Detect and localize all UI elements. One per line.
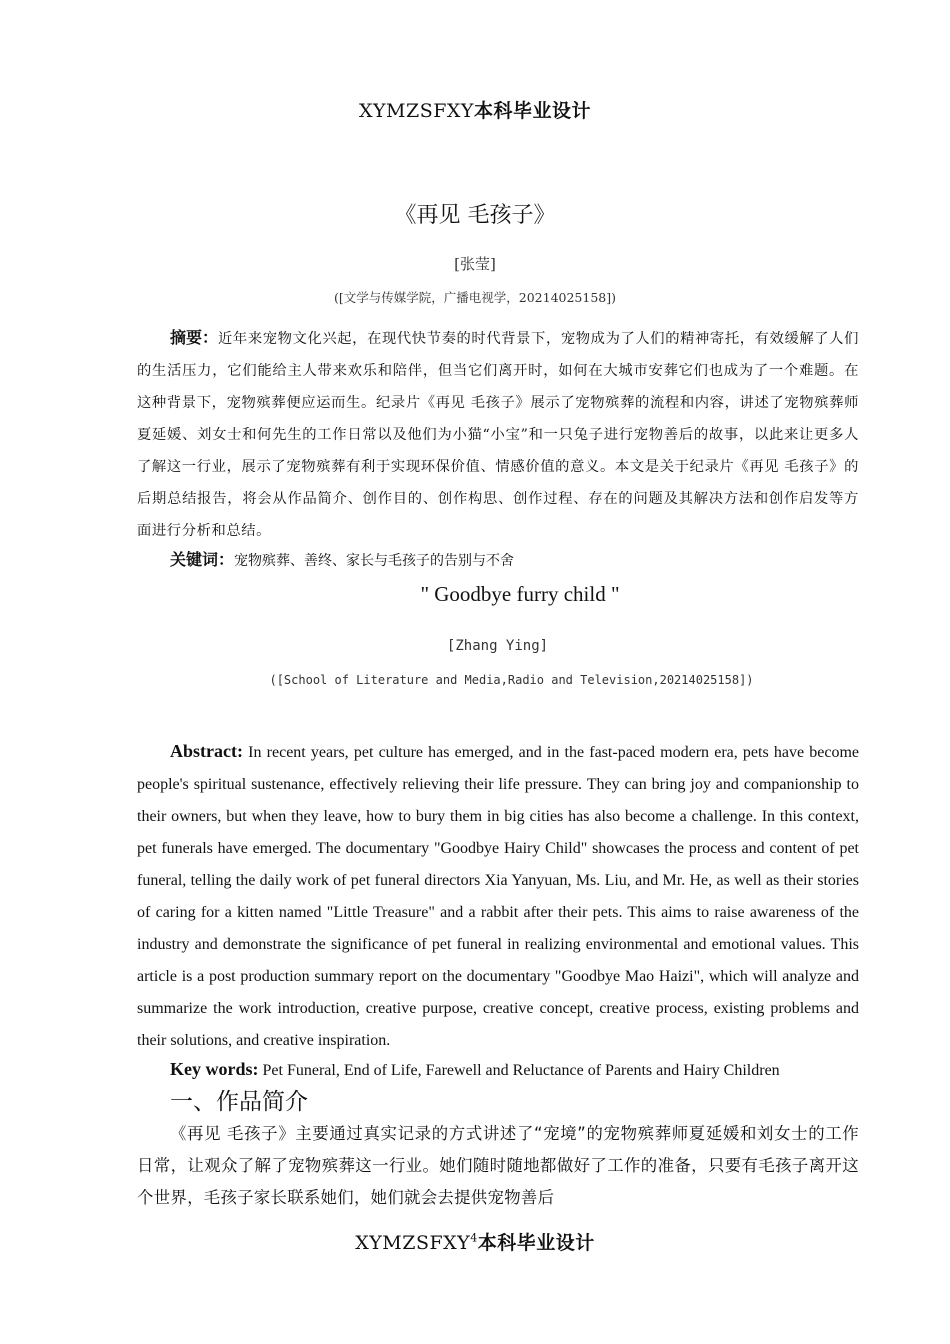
affiliation-chinese: ([文学与传媒学院，广播电视学，20214025158]) [334,290,616,305]
author-english: [Zhang Ying] [446,638,549,654]
keywords-chinese-label: 关键词： [170,550,235,569]
footer-code: XYMZSFXY [355,1232,471,1254]
abstract-english [137,735,859,1057]
title-chinese: 《再见 毛孩子》 [394,203,556,228]
page-number: 4 [470,1231,478,1245]
keywords-chinese-text: 宠物殡葬、善终、家长与毛孩子的告别与不舍 [234,553,515,569]
section-heading: 一、作品简介 [170,1089,308,1115]
header-label: 本科毕业设计 [473,100,591,122]
keywords-english-label: Key words: [170,1059,259,1079]
title-english: " Goodbye furry child " [420,582,620,606]
abstract-english-label: Abstract: [170,741,243,761]
author-chinese: [张莹] [454,255,496,273]
section-body: 《再见 毛孩子》主要通过真实记录的方式讲述了“宠境”的宠物殡葬师夏延媛和刘女士的工作日常，让观众了解了宠物殡葬这一行业。她们随时随地都做好了工作的准备，只要有毛孩子离开这个世界，毛孩子家长联系她们，她们就会去提供宠物善后 [137,1124,859,1207]
footer-label: 本科毕业设计 [477,1232,595,1254]
keywords-english-text: Pet Funeral, End of Life, Farewell and Reluctance of Parents and Hairy Children [262,1062,780,1079]
abstract-english-text: In recent years, pet culture has emerged, and in the fast-paced modern era, pets have become people's spiritual sustenance, effectively relieving their life pressure. They can bring joy and companionship to their owners, but when they leave, how to bury them in big cities has also become a challenge. In this context, pet funerals have emerged. The documentary "Goodbye Hairy Child" showcases the process and content of pet funeral, telling the daily work of pet funeral directors Xia Yanyuan, Ms. Liu, and Mr. He, as well as their stories of caring for a kitten named "Little Treasure" and a rabbit after their pets. This aims to raise awareness of the industry and demonstrate the significance of pet funeral in realizing environmental and emotional values. This article is a post production summary report on the documentary "Goodbye Mao Haizi", which will analyze and summarize the work introduction, creative purpose, creative concept, creative process, existing problems and their solutions, and creative inspiration. [137,744,860,1049]
keywords-chinese [170,546,860,575]
abstract-chinese [137,322,859,547]
page-header [0,96,950,123]
abstract-chinese-text: 近年来宠物文化兴起，在现代快节奏的时代背景下，宠物成为了人们的精神寄托，有效缓解了人们的生活压力，它们能给主人带来欢乐和陪伴，但当它们离开时，如何在大城市安葬它们也成为了一个难题。在这种背景下，宠物殡葬便应运而生。纪录片《再见 毛孩子》展示了宠物殡葬的流程和内容，讲述了宠物殡葬师夏延媛、刘女士和何先生的工作日常以及他们为小猫“小宝”和一只兔子进行宠物善后的故事，以此来让更多人了解这一行业，展示了宠物殡葬有利于实现环保价值、情感价值的意义。本文是关于纪录片《再见 毛孩子》的后期总结报告，将会从作品简介、创作目的、创作构思、创作过程、存在的问题及其解决方法和创作启发等方面进行分析和总结。 [137,331,859,539]
page-footer [0,1228,950,1255]
keywords-english [170,1054,860,1086]
affiliation-english: ([School of Literature and Media,Radio and Television,20214025158]) [269,673,754,687]
abstract-chinese-label: 摘要： [170,328,219,347]
header-code: XYMZSFXY [358,100,474,122]
